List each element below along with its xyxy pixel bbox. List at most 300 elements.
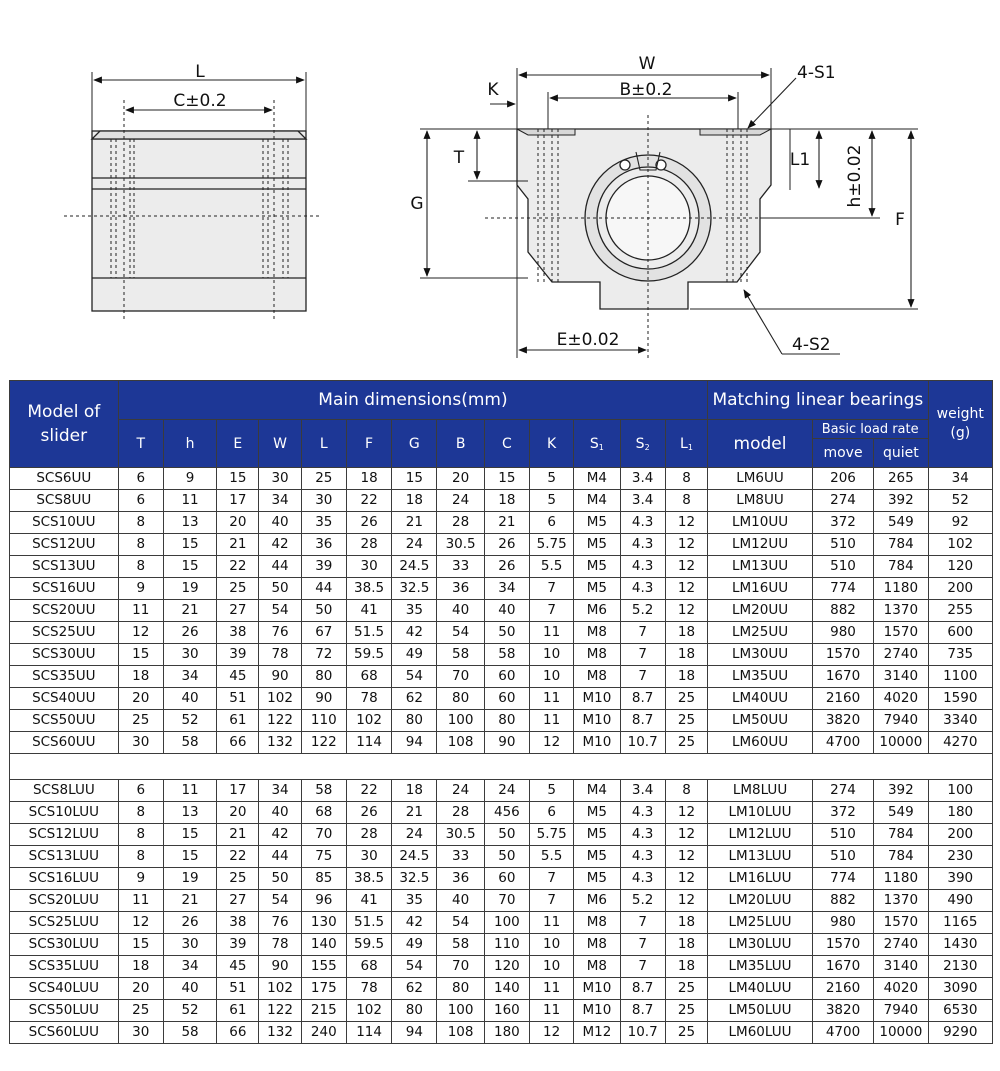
table-cell: 255: [928, 600, 992, 622]
slider-model-cell: SCS16LUU: [10, 868, 119, 890]
slider-model-cell: SCS13LUU: [10, 846, 119, 868]
table-cell: M10: [574, 688, 620, 710]
table-cell: 18: [665, 622, 707, 644]
table-cell: 1370: [874, 890, 928, 912]
table-cell: 39: [217, 934, 259, 956]
table-cell: 10: [530, 956, 574, 978]
table-cell: 50: [484, 846, 529, 868]
table-cell: 5: [530, 468, 574, 490]
label-T: T: [453, 148, 465, 168]
table-cell: 25: [665, 710, 707, 732]
table-cell: M10: [574, 1000, 620, 1022]
table-cell: 4020: [874, 978, 928, 1000]
table-cell: 45: [217, 666, 259, 688]
table-cell: 102: [346, 1000, 391, 1022]
table-cell: 62: [392, 688, 437, 710]
table-cell: 3140: [874, 666, 928, 688]
table-cell: 1570: [812, 644, 873, 666]
table-cell: 274: [812, 780, 873, 802]
table-cell: 30: [163, 644, 216, 666]
table-cell: 22: [217, 846, 259, 868]
table-row: [10, 732, 993, 754]
table-cell: 58: [301, 780, 346, 802]
table-cell: 58: [163, 732, 216, 754]
table-cell: 26: [346, 512, 391, 534]
table-cell: 39: [301, 556, 346, 578]
table-cell: 35: [301, 512, 346, 534]
table-cell: 96: [301, 890, 346, 912]
table-cell: 18: [118, 666, 163, 688]
table-cell: 1180: [874, 578, 928, 600]
table-cell: 50: [484, 824, 529, 846]
table-cell: M4: [574, 468, 620, 490]
table-cell: 26: [484, 556, 529, 578]
table-cell: 49: [392, 644, 437, 666]
table-cell: M8: [574, 666, 620, 688]
slider-model-cell: SCS25UU: [10, 622, 119, 644]
table-cell: M5: [574, 534, 620, 556]
table-cell: 40: [163, 978, 216, 1000]
table-cell: 7: [620, 666, 665, 688]
table-cell: 490: [928, 890, 992, 912]
table-cell: 34: [163, 956, 216, 978]
table-row: [10, 644, 993, 666]
table-cell: 8: [665, 490, 707, 512]
separator-row: [10, 754, 993, 780]
table-cell: 15: [392, 468, 437, 490]
table-cell: 12: [665, 578, 707, 600]
slider-model-cell: SCS40LUU: [10, 978, 119, 1000]
table-cell: 42: [259, 534, 301, 556]
table-cell: 54: [259, 890, 301, 912]
table-cell: 1570: [812, 934, 873, 956]
table-cell: 33: [437, 846, 484, 868]
table-cell: 10: [530, 644, 574, 666]
table-cell: 21: [217, 534, 259, 556]
table-cell: 40: [163, 688, 216, 710]
table-cell: 18: [665, 644, 707, 666]
slider-model-cell: SCS35LUU: [10, 956, 119, 978]
bearing-model-cell: LM35UU: [708, 666, 813, 688]
table-cell: 25: [665, 732, 707, 754]
table-row: [10, 978, 993, 1000]
table-cell: 12: [665, 600, 707, 622]
header-main-dimensions: Main dimensions(mm): [118, 381, 708, 420]
table-cell: M4: [574, 490, 620, 512]
table-cell: 6: [530, 802, 574, 824]
table-cell: 10000: [874, 732, 928, 754]
table-cell: 15: [163, 534, 216, 556]
table-cell: 18: [665, 912, 707, 934]
table-cell: 5.2: [620, 890, 665, 912]
table-cell: 58: [163, 1022, 216, 1044]
table-cell: 100: [484, 912, 529, 934]
table-cell: 4.3: [620, 578, 665, 600]
header-B: B: [437, 420, 484, 468]
spec-table: [9, 380, 993, 1044]
table-cell: 27: [217, 890, 259, 912]
table-cell: 21: [392, 802, 437, 824]
table-cell: 18: [346, 468, 391, 490]
table-cell: 58: [484, 644, 529, 666]
table-cell: 510: [812, 534, 873, 556]
bearing-model-cell: LM50UU: [708, 710, 813, 732]
table-cell: 90: [301, 688, 346, 710]
table-cell: 59.5: [346, 934, 391, 956]
table-cell: 4.3: [620, 556, 665, 578]
table-cell: 4.3: [620, 512, 665, 534]
table-cell: 784: [874, 824, 928, 846]
table-cell: 36: [437, 868, 484, 890]
table-cell: 50: [259, 578, 301, 600]
table-cell: 15: [118, 934, 163, 956]
table-cell: M8: [574, 644, 620, 666]
table-cell: 7940: [874, 710, 928, 732]
header-S2: $S_2$: [620, 420, 665, 468]
table-cell: 75: [301, 846, 346, 868]
table-cell: 78: [259, 934, 301, 956]
table-cell: 8: [118, 846, 163, 868]
table-cell: 58: [437, 644, 484, 666]
table-cell: 102: [346, 710, 391, 732]
table-cell: M10: [574, 710, 620, 732]
slider-model-cell: SCS6UU: [10, 468, 119, 490]
bearing-model-cell: LM20LUU: [708, 890, 813, 912]
table-cell: 549: [874, 802, 928, 824]
table-cell: 25: [665, 688, 707, 710]
header-C: C: [484, 420, 529, 468]
table-cell: 2740: [874, 644, 928, 666]
label-E: E±0.02: [556, 330, 620, 350]
table-cell: M12: [574, 1022, 620, 1044]
header-model: model: [708, 420, 813, 468]
table-cell: M5: [574, 578, 620, 600]
header-W: W: [259, 420, 301, 468]
table-cell: 30: [163, 934, 216, 956]
table-cell: 5.75: [530, 534, 574, 556]
table-cell: 20: [437, 468, 484, 490]
table-cell: 26: [163, 622, 216, 644]
table-cell: M5: [574, 824, 620, 846]
label-K: K: [487, 80, 499, 100]
bearing-model-cell: LM10LUU: [708, 802, 813, 824]
table-cell: 110: [301, 710, 346, 732]
table-cell: 21: [163, 600, 216, 622]
table-cell: 34: [928, 468, 992, 490]
table-cell: 60: [484, 868, 529, 890]
table-cell: 18: [392, 490, 437, 512]
table-cell: 12: [665, 824, 707, 846]
header-move: move: [812, 439, 873, 468]
table-cell: 5: [530, 490, 574, 512]
table-cell: 100: [437, 1000, 484, 1022]
table-cell: 980: [812, 912, 873, 934]
table-cell: 102: [259, 688, 301, 710]
table-cell: M8: [574, 912, 620, 934]
table-cell: 11: [163, 490, 216, 512]
table-cell: 132: [259, 732, 301, 754]
table-cell: 45: [217, 956, 259, 978]
table-cell: 39: [217, 644, 259, 666]
table-cell: 12: [665, 556, 707, 578]
table-cell: 180: [484, 1022, 529, 1044]
table-cell: 8: [665, 780, 707, 802]
table-row: [10, 490, 993, 512]
table-cell: 54: [437, 622, 484, 644]
table-cell: 510: [812, 824, 873, 846]
table-cell: 78: [346, 688, 391, 710]
table-row: [10, 802, 993, 824]
table-cell: 25: [665, 1022, 707, 1044]
table-cell: 85: [301, 868, 346, 890]
table-cell: 4.3: [620, 824, 665, 846]
slider-model-cell: SCS20LUU: [10, 890, 119, 912]
table-cell: 25: [118, 710, 163, 732]
table-cell: 59.5: [346, 644, 391, 666]
table-cell: 7: [530, 600, 574, 622]
table-cell: 1670: [812, 956, 873, 978]
table-row: [10, 534, 993, 556]
header-T: T: [118, 420, 163, 468]
table-cell: 30: [346, 556, 391, 578]
table-cell: 36: [301, 534, 346, 556]
table-cell: 6: [530, 512, 574, 534]
table-cell: 28: [437, 802, 484, 824]
table-cell: 206: [812, 468, 873, 490]
label-B: B±0.2: [619, 80, 673, 100]
table-cell: 180: [928, 802, 992, 824]
table-cell: M5: [574, 512, 620, 534]
table-cell: 35: [392, 890, 437, 912]
table-cell: 9: [163, 468, 216, 490]
bearing-model-cell: LM8UU: [708, 490, 813, 512]
table-cell: 102: [928, 534, 992, 556]
table-cell: 549: [874, 512, 928, 534]
bearing-model-cell: LM25UU: [708, 622, 813, 644]
slider-model-cell: SCS50LUU: [10, 1000, 119, 1022]
table-cell: 12: [665, 890, 707, 912]
table-cell: 510: [812, 846, 873, 868]
table-cell: 9290: [928, 1022, 992, 1044]
table-cell: M5: [574, 556, 620, 578]
table-row: [10, 468, 993, 490]
slider-model-cell: SCS13UU: [10, 556, 119, 578]
table-cell: 42: [259, 824, 301, 846]
table-cell: 108: [437, 1022, 484, 1044]
table-cell: 34: [484, 578, 529, 600]
table-cell: 9: [118, 578, 163, 600]
table-cell: 110: [484, 934, 529, 956]
table-cell: 21: [163, 890, 216, 912]
table-cell: 120: [928, 556, 992, 578]
table-cell: 25: [665, 1000, 707, 1022]
table-cell: 78: [259, 644, 301, 666]
table-cell: 20: [118, 688, 163, 710]
table-cell: M5: [574, 868, 620, 890]
table-cell: 392: [874, 490, 928, 512]
table-cell: 5.75: [530, 824, 574, 846]
bearing-model-cell: LM35LUU: [708, 956, 813, 978]
bearing-model-cell: LM10UU: [708, 512, 813, 534]
table-cell: 7: [530, 868, 574, 890]
table-cell: 11: [118, 890, 163, 912]
table-cell: 200: [928, 578, 992, 600]
table-cell: 26: [346, 802, 391, 824]
table-cell: 7940: [874, 1000, 928, 1022]
table-cell: 66: [217, 1022, 259, 1044]
table-cell: 54: [392, 956, 437, 978]
table-cell: 68: [346, 666, 391, 688]
table-cell: 13: [163, 802, 216, 824]
front-view: [420, 68, 918, 360]
table-cell: 18: [392, 780, 437, 802]
table-row: [10, 868, 993, 890]
slider-model-cell: SCS16UU: [10, 578, 119, 600]
table-cell: 1100: [928, 666, 992, 688]
table-cell: 51: [217, 978, 259, 1000]
table-cell: 8: [118, 556, 163, 578]
table-cell: 2130: [928, 956, 992, 978]
header-G: G: [392, 420, 437, 468]
table-cell: 61: [217, 710, 259, 732]
table-row: [10, 890, 993, 912]
table-cell: 155: [301, 956, 346, 978]
bearing-model-cell: LM12UU: [708, 534, 813, 556]
table-cell: 735: [928, 644, 992, 666]
table-cell: 8: [665, 468, 707, 490]
table-cell: 25: [301, 468, 346, 490]
table-cell: 90: [259, 666, 301, 688]
table-cell: 22: [346, 490, 391, 512]
table-cell: 70: [437, 956, 484, 978]
table-cell: M4: [574, 780, 620, 802]
table-cell: 1370: [874, 600, 928, 622]
table-cell: 44: [301, 578, 346, 600]
bearing-model-cell: LM50LUU: [708, 1000, 813, 1022]
table-cell: 12: [665, 512, 707, 534]
table-cell: 38: [217, 622, 259, 644]
header-K: K: [530, 420, 574, 468]
table-cell: 774: [812, 868, 873, 890]
label-4-S1: 4-S1: [797, 63, 836, 83]
table-cell: 20: [217, 512, 259, 534]
table-cell: 3140: [874, 956, 928, 978]
table-cell: 2160: [812, 978, 873, 1000]
slider-model-cell: SCS8LUU: [10, 780, 119, 802]
table-cell: 38.5: [346, 868, 391, 890]
table-cell: 80: [437, 978, 484, 1000]
table-row: [10, 1000, 993, 1022]
technical-drawing: [0, 0, 1000, 375]
table-cell: 18: [665, 934, 707, 956]
table-row: [10, 846, 993, 868]
table-cell: 11: [530, 622, 574, 644]
slider-model-cell: SCS25LUU: [10, 912, 119, 934]
table-cell: 11: [163, 780, 216, 802]
table-cell: 76: [259, 912, 301, 934]
table-cell: 2740: [874, 934, 928, 956]
table-cell: 40: [259, 512, 301, 534]
table-cell: 215: [301, 1000, 346, 1022]
table-cell: 24: [392, 824, 437, 846]
table-cell: 67: [301, 622, 346, 644]
table-cell: 8.7: [620, 710, 665, 732]
table-cell: M8: [574, 934, 620, 956]
table-cell: 1570: [874, 912, 928, 934]
table-cell: 22: [346, 780, 391, 802]
table-cell: 40: [259, 802, 301, 824]
table-cell: 61: [217, 1000, 259, 1022]
table-cell: 54: [437, 912, 484, 934]
table-cell: 114: [346, 1022, 391, 1044]
slider-model-cell: SCS8UU: [10, 490, 119, 512]
table-cell: 3820: [812, 710, 873, 732]
table-cell: 3.4: [620, 468, 665, 490]
table-cell: 12: [665, 868, 707, 890]
table-cell: 10000: [874, 1022, 928, 1044]
table-cell: 372: [812, 802, 873, 824]
table-cell: 4.3: [620, 534, 665, 556]
table-cell: 1430: [928, 934, 992, 956]
table-cell: 784: [874, 846, 928, 868]
bearing-model-cell: LM40UU: [708, 688, 813, 710]
table-cell: 8: [118, 802, 163, 824]
table-cell: 15: [163, 556, 216, 578]
table-cell: 26: [484, 534, 529, 556]
table-cell: 28: [346, 824, 391, 846]
table-cell: 76: [259, 622, 301, 644]
table-row: [10, 912, 993, 934]
slider-model-cell: SCS40UU: [10, 688, 119, 710]
table-cell: 42: [392, 622, 437, 644]
table-cell: 140: [484, 978, 529, 1000]
bearing-model-cell: LM13LUU: [708, 846, 813, 868]
table-cell: 80: [484, 710, 529, 732]
table-cell: 230: [928, 846, 992, 868]
table-cell: 27: [217, 600, 259, 622]
table-cell: 11: [530, 1000, 574, 1022]
table-cell: 30: [301, 490, 346, 512]
bearing-model-cell: LM60LUU: [708, 1022, 813, 1044]
table-cell: 4020: [874, 688, 928, 710]
table-cell: 120: [484, 956, 529, 978]
table-cell: 11: [530, 688, 574, 710]
table-cell: 38: [217, 912, 259, 934]
table-cell: 12: [530, 1022, 574, 1044]
slider-model-cell: SCS10LUU: [10, 802, 119, 824]
table-cell: 52: [928, 490, 992, 512]
slider-model-cell: SCS60UU: [10, 732, 119, 754]
table-cell: 3.4: [620, 490, 665, 512]
table-cell: 100: [928, 780, 992, 802]
table-cell: 4.3: [620, 846, 665, 868]
table-cell: 19: [163, 578, 216, 600]
header-model-of-slider: Model of slider: [10, 381, 119, 468]
table-cell: 18: [118, 956, 163, 978]
table-cell: 11: [530, 710, 574, 732]
table-cell: 8: [118, 824, 163, 846]
table-cell: 51.5: [346, 622, 391, 644]
table-cell: 600: [928, 622, 992, 644]
header-L1: $L_1$: [665, 420, 707, 468]
table-cell: 70: [437, 666, 484, 688]
table-cell: 21: [217, 824, 259, 846]
table-row: [10, 600, 993, 622]
bearing-model-cell: LM13UU: [708, 556, 813, 578]
table-cell: 90: [259, 956, 301, 978]
bearing-model-cell: LM16UU: [708, 578, 813, 600]
table-cell: 774: [812, 578, 873, 600]
